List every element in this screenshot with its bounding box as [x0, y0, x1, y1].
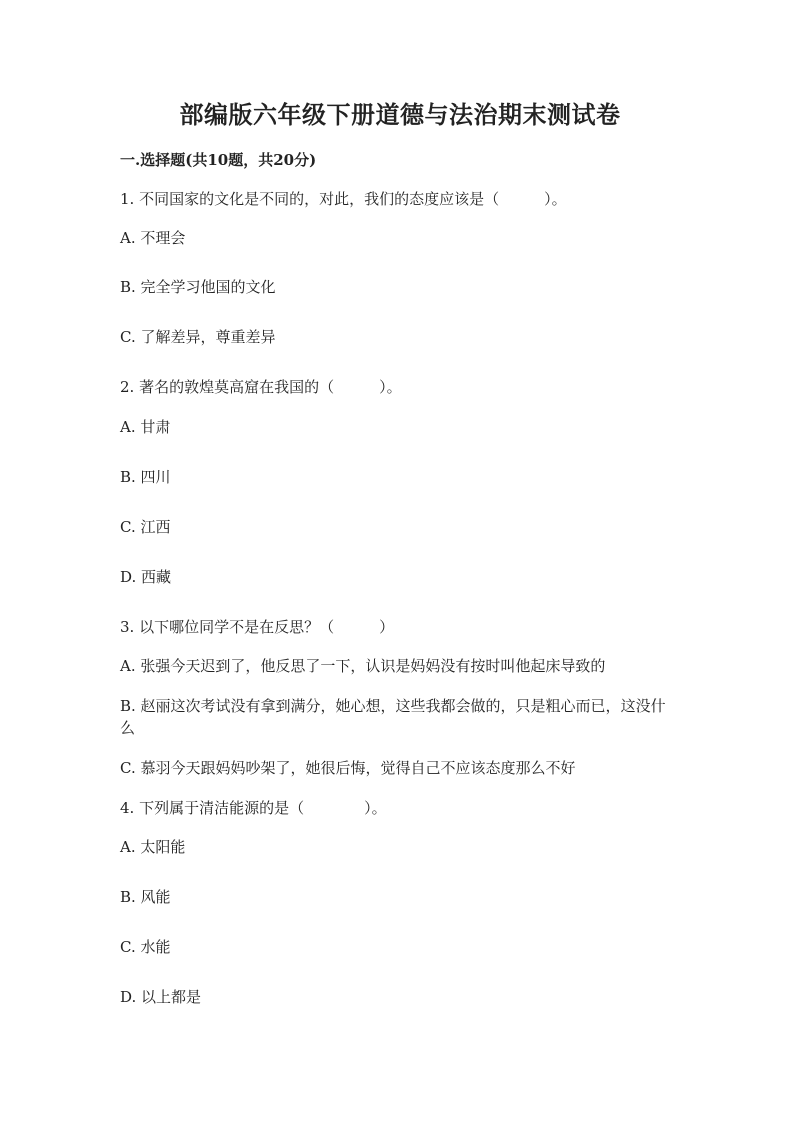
question-4-option-b: B. 风能	[120, 888, 171, 906]
question-1-option-c: C. 了解差异，尊重差异	[120, 328, 276, 346]
question-2-stem: 2. 著名的敦煌莫高窟在我国的（ ）。	[120, 378, 402, 396]
question-2-option-c: C. 江西	[120, 518, 171, 536]
question-2-option-b: B. 四川	[120, 468, 171, 486]
question-4-option-c: C. 水能	[120, 938, 171, 956]
question-4-stem: 4. 下列属于清洁能源的是（ ）。	[120, 799, 387, 817]
question-4-option-a: A. 太阳能	[120, 838, 186, 856]
page-title: 部编版六年级下册道德与法治期末测试卷	[179, 100, 621, 129]
question-4-option-d: D. 以上都是	[120, 988, 202, 1006]
question-2-option-d: D. 西藏	[120, 568, 172, 586]
question-3-stem: 3. 以下哪位同学不是在反思？（ ）	[120, 618, 395, 636]
question-2-option-a: A. 甘肃	[120, 418, 171, 436]
question-3-option-a: A. 张强今天迟到了，他反思了一下，认识是妈妈没有按时叫他起床导致的	[120, 657, 606, 675]
section-heading: 一.选择题(共10题，共20分)	[120, 151, 317, 169]
question-1-option-b: B. 完全学习他国的文化	[120, 278, 276, 296]
question-1-stem: 1. 不同国家的文化是不同的，对此，我们的态度应该是（ ）。	[120, 190, 567, 208]
question-3-option-b: B. 赵丽这次考试没有拿到满分，她心想，这些我都会做的，只是粗心而已，这没什么	[120, 697, 666, 737]
question-3-option-c: C. 慕羽今天跟妈妈吵架了，她很后悔，觉得自己不应该态度那么不好	[120, 759, 576, 777]
question-1-option-a: A. 不理会	[120, 229, 186, 247]
